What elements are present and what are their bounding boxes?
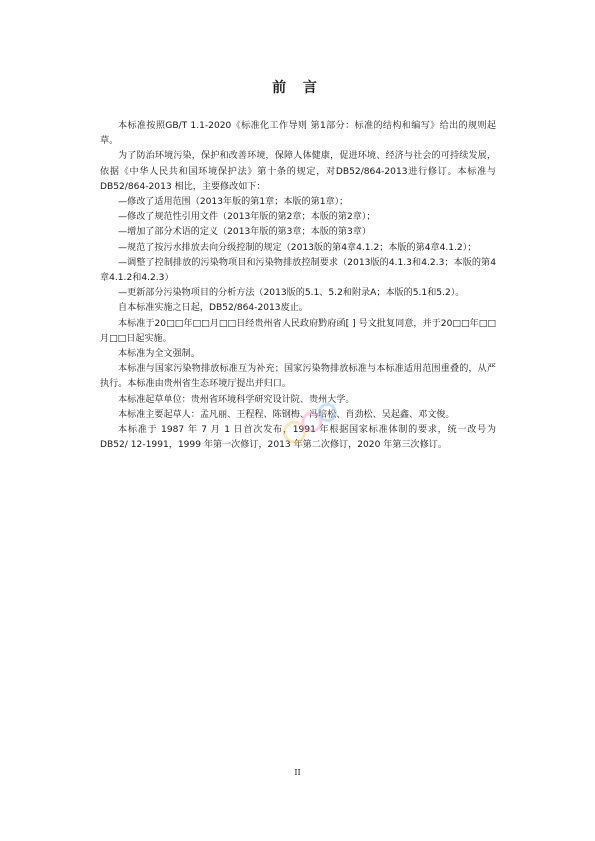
paragraph-mandatory: 本标准为全文强制。 xyxy=(118,349,200,360)
paragraph-drafters: 本标准主要起草人：孟凡丽、王程程、陈钢梅、冯培松、肖劲松、吴起鑫、邓文俊。 xyxy=(118,409,455,420)
paragraph-history: 本标准于 1987 年 7 月 1 日首次发布，1991 年根据国家标准体制的要求，统一改号为DB52/ 12-1991，1999 年第一次修订，2013 年第二次修订，2020 年第三次修订。 xyxy=(100,425,496,451)
paragraph-supplement: 本标准与国家污染物排放标准互为补充；国家污染物排放标准与本标准适用范围重叠的，从严执行。本标准由贵州省生态环境厅提出并归口。 xyxy=(100,364,496,390)
change-item-scope: —修改了适用范围（2013年版的第1章；本版的第1章）； xyxy=(118,197,349,208)
change-item-methods: —更新部分污染物项目的分析方法（2013版的5.1、5.2和附录A；本版的5.1和5.2）。 xyxy=(118,288,465,299)
page-title: 前 言 xyxy=(272,80,323,96)
paragraph-drafting-units: 本标准起草单位：贵州省环境科学研究设计院、贵州大学。 xyxy=(118,394,355,405)
paragraph-revision-purpose: 为了防治环境污染，保护和改善环境，保障人体健康，促进环境、经济与社会的可持续发展，依据《中华人民共和国环境保护法》第十条的规定，对DB52/864-2013进行修订。本标准与DB52/864-2013 相比，主要修改如下： xyxy=(100,151,496,192)
paragraph-drafting-basis: 本标准按照GB/T 1.1-2020《标准化工作导则 第1部分：标准的结构和编写》给出的规则起草。 xyxy=(100,121,496,147)
change-item-grading: —规范了按污水排放去向分级控制的规定（2013版的第4章4.1.2；本版的第4章4.1.2）； xyxy=(118,242,477,253)
change-item-references: —修改了规范性引用文件（2013年版的第2章；本版的第2章）； xyxy=(118,212,376,223)
change-item-terms: —增加了部分术语的定义（2013年版的第3章；本版的第3章） xyxy=(118,227,371,238)
foreword-body xyxy=(100,119,496,453)
paragraph-repeal: 自本标准实施之日起，DB52/864-2013废止。 xyxy=(118,303,308,314)
change-item-pollutants: —调整了控制排放的污染物项目和污染物排放控制要求（2013版的4.1.3和4.2.3；本版的第4章4.1.2和4.2.3） xyxy=(100,257,496,284)
paragraph-approval: 本标准于20□□年□□月□□日经贵州省人民政府黔府函[ ] 号文批复同意，并于20□□年□□月□□日起实施。 xyxy=(100,318,496,344)
page-number: II xyxy=(294,768,301,777)
